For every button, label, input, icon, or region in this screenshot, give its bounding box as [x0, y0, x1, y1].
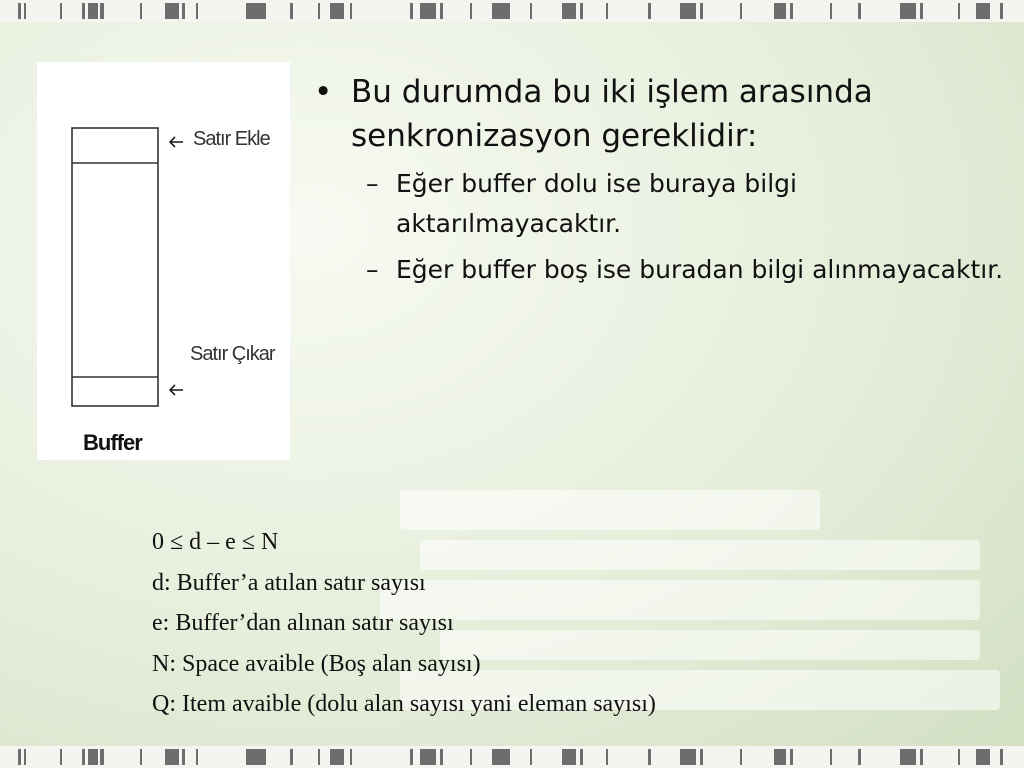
buffer-box [72, 128, 158, 406]
strip-bar [246, 3, 266, 19]
strip-bar [350, 749, 352, 765]
buffer-diagram [37, 62, 290, 460]
note-line: d: Buffer’a atılan satır sayısı [152, 569, 426, 596]
strip-bar [900, 749, 916, 765]
inequality-line: 0 ≤ d – e ≤ N [152, 529, 279, 555]
strip-bar [18, 3, 21, 19]
sub-bullet-marker: – [366, 255, 379, 284]
strip-bar [18, 749, 21, 765]
strip-bar [700, 3, 703, 19]
strip-bar [82, 749, 85, 765]
sub-bullet-marker: – [366, 169, 379, 198]
note-line: N: Space avaible (Boş alan sayısı) [152, 650, 481, 677]
strip-bar [680, 3, 696, 19]
strip-bar [330, 3, 344, 19]
strip-bar [470, 3, 472, 19]
strip-bar [1000, 749, 1003, 765]
sub-bullet [314, 164, 1014, 244]
note-line: Q: Item avaible (dolu alan sayısı yani eleman sayısı) [152, 691, 656, 717]
strip-bar [165, 749, 179, 765]
strip-bar [976, 3, 990, 19]
strip-bar [182, 3, 185, 19]
strip-bar [290, 3, 293, 19]
strip-bar [165, 3, 179, 19]
strip-bar [562, 749, 576, 765]
strip-bar [440, 749, 443, 765]
strip-bar [88, 3, 98, 19]
add-row-arrow-icon [170, 137, 183, 147]
strip-bar [318, 3, 320, 19]
strip-bar [330, 749, 344, 765]
strip-bar [100, 749, 104, 765]
strip-bar [410, 3, 413, 19]
buffer-caption: Buffer [83, 430, 142, 455]
strip-bar [318, 749, 320, 765]
strip-bar [140, 3, 142, 19]
strip-bar [246, 749, 266, 765]
strip-bar [858, 3, 861, 19]
strip-bar [140, 749, 142, 765]
strip-bar [410, 749, 413, 765]
strip-bar [182, 749, 185, 765]
notes-block [152, 522, 656, 725]
strip-bar [920, 749, 923, 765]
strip-bar [530, 749, 532, 765]
remove-row-label: Satır Çıkar [190, 343, 275, 365]
strip-bar [740, 749, 742, 765]
strip-bar [440, 3, 443, 19]
strip-bar [88, 749, 98, 765]
strip-bar [790, 749, 793, 765]
strip-bar [492, 3, 510, 19]
strip-bar [648, 749, 651, 765]
strip-bar [774, 3, 786, 19]
strip-bar [700, 749, 703, 765]
strip-bar [648, 3, 651, 19]
strip-bar [350, 3, 352, 19]
strip-bar [1000, 3, 1003, 19]
bottom-decorative-strip [0, 746, 1024, 768]
sub-bullet-text: Eğer buffer boş ise buradan bilgi alınmayacaktır. [396, 255, 1004, 284]
strip-bar [958, 749, 960, 765]
strip-bar [920, 3, 923, 19]
strip-bar [958, 3, 960, 19]
buffer-diagram-graphic [37, 62, 290, 460]
strip-bar [60, 3, 62, 19]
strip-bar [196, 749, 198, 765]
strip-bar [290, 749, 293, 765]
top-decorative-strip [0, 0, 1024, 22]
bullet-marker: • [314, 74, 333, 110]
add-row-label: Satır Ekle [193, 128, 270, 150]
strip-bar [830, 749, 832, 765]
strip-bar [790, 3, 793, 19]
strip-bar [196, 3, 198, 19]
strip-bar [60, 749, 62, 765]
strip-bar [976, 749, 990, 765]
strip-bar [606, 3, 608, 19]
strip-bar [420, 3, 436, 19]
remove-row-arrow-icon [170, 385, 183, 395]
strip-bar [900, 3, 916, 19]
sub-bullet [314, 250, 1014, 290]
strip-bar [492, 749, 510, 765]
bullet-list [314, 70, 1014, 290]
strip-bar [830, 3, 832, 19]
strip-bar [580, 3, 583, 19]
strip-bar [100, 3, 104, 19]
sub-bullet-text: Eğer buffer dolu ise buraya bilgi aktarılmayacaktır. [396, 169, 797, 238]
strip-bar [24, 749, 26, 765]
main-bullet [314, 70, 1014, 158]
strip-bar [774, 749, 786, 765]
strip-bar [680, 749, 696, 765]
strip-bar [740, 3, 742, 19]
strip-bar [606, 749, 608, 765]
strip-bar [530, 3, 532, 19]
main-bullet-text: Bu durumda bu iki işlem arasında senkronizasyon gereklidir: [351, 74, 873, 154]
strip-bar [470, 749, 472, 765]
strip-bar [580, 749, 583, 765]
strip-bar [82, 3, 85, 19]
strip-bar [420, 749, 436, 765]
note-line: e: Buffer’dan alınan satır sayısı [152, 610, 454, 636]
strip-bar [562, 3, 576, 19]
strip-bar [858, 749, 861, 765]
strip-bar [24, 3, 26, 19]
